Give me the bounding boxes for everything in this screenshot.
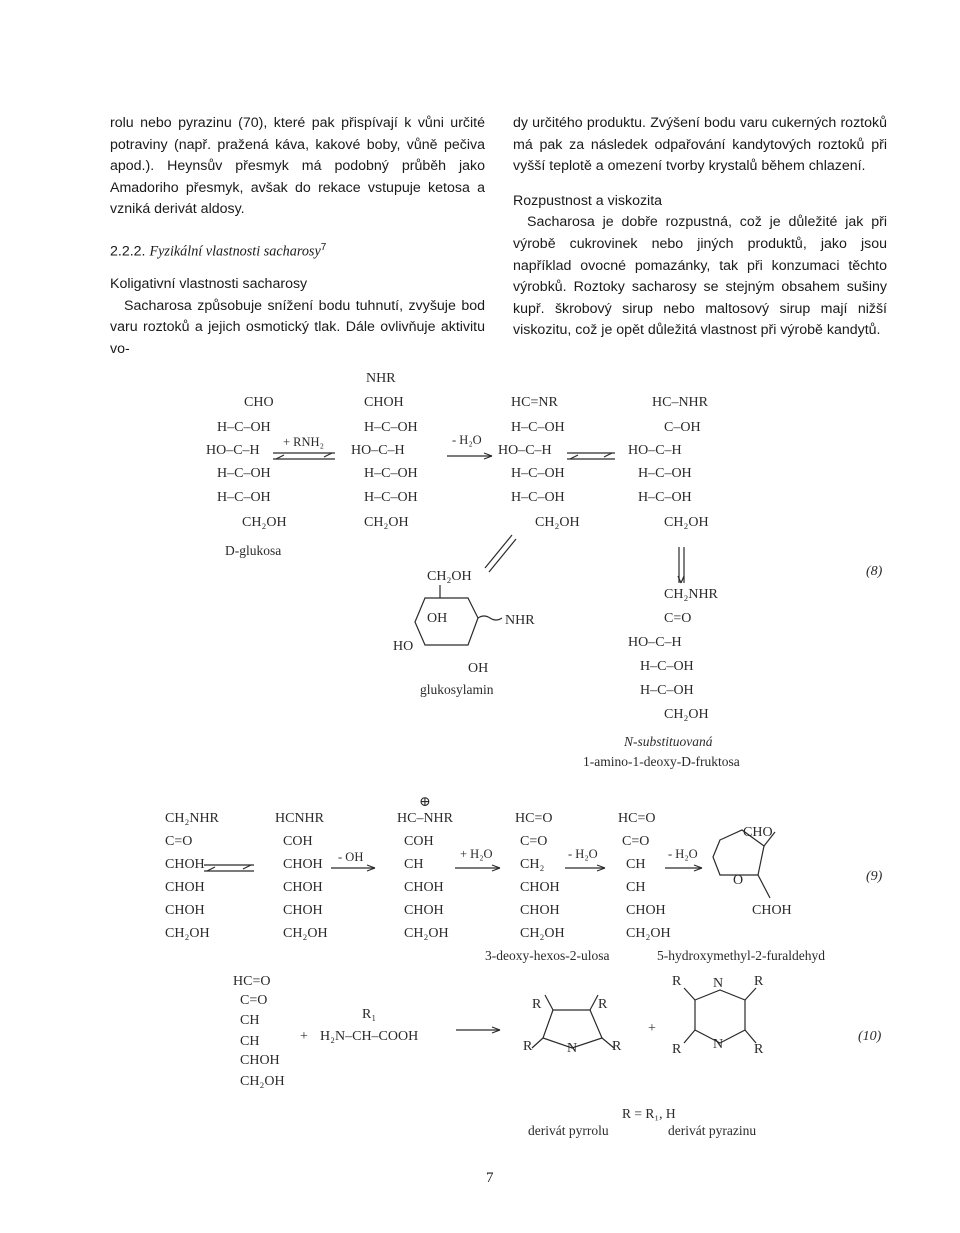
section-title: Fyzikální vlastnosti sacharosy [149,243,321,260]
structure-line: CHOH [520,880,560,895]
solubility-subheading: Rozpustnost a viskozita [513,192,663,209]
imine-structure [498,395,580,530]
glucose-line: H–C–OH [217,466,271,481]
structure-line: CHOH [404,880,444,895]
intro-paragraph: rolu nebo pyrazinu (70), které pak přispívají k vůni určité potraviny (např. pražená káva, kakové boby, vůně pečiva apod.). Heynsův přesmyk má podobný průběh jako Amadoriho přesmyk, avšak do rekace vstupuje ketosa a vzniká derivát aldosy. [110,115,485,218]
fructosamine-structure [583,587,740,769]
structure-line: CHOH [165,880,205,895]
scheme-10 [233,974,882,1138]
fructosamine-line: H–C–OH [640,683,694,698]
structure-line: CHOH [165,857,205,872]
structure-line: C=O [622,834,650,849]
imine-line: H–C–OH [511,490,565,505]
substituent-definition: R = R₁, H [622,1106,676,1121]
dicarbonyl-structure [233,974,285,1089]
structure-line: C=O [240,993,268,1008]
structure-line: CHOH [404,903,444,918]
structure-line: CHOH [240,1053,280,1068]
amine-reagent: + RNH₂ [283,435,324,449]
fructosamine-line: C=O [664,611,692,626]
pyrazine-nitrogen: N [713,976,724,991]
fructosamine-label-2: 1-amino-1-deoxy-D-fruktosa [583,754,740,769]
charge-symbol: ⊕ [419,795,431,810]
adduct-line: CH₂OH [364,515,409,530]
enamine-line: H–C–OH [638,466,692,481]
glucosylamine-label: glukosylamin [420,682,494,697]
structure-line: HCNHR [275,811,325,826]
imine-line: H–C–OH [511,466,565,481]
structure-line: CH [404,857,424,872]
structure-line: CH₂OH [520,926,565,941]
fructosamine-line: HO–C–H [628,635,682,650]
structure-2 [275,811,328,941]
structure-line: CH₂OH [626,926,671,941]
pyrazine-substituent: R [672,1042,682,1057]
glucose-label: D-glukosa [225,543,282,558]
glucose-structure [206,395,287,558]
water-loss-label-2: - H₂O [668,847,698,861]
water-loss-label-1: - H₂O [568,847,598,861]
equation-number-8: (8) [866,564,883,579]
fructosamine-line: CH₂NHR [664,587,718,602]
continuation-paragraph: dy určitého produktu. Zvýšení bodu varu cukerných roztoků má pak za následek odpařování kandytových roztoků při vyšší teplotě a omezení tvorby krystalů během chlazení. [513,115,887,175]
adduct-line: H–C–OH [364,420,418,435]
glucose-line: CHO [244,395,274,410]
adduct-line: H–C–OH [364,466,418,481]
hmf-label: 5-hydroxymethyl-2-furaldehyd [657,948,825,963]
section-number: 2.2.2. [110,243,146,260]
page-number: 7 [486,1170,494,1186]
water-loss-label: - H₂O [452,433,482,447]
deoxyosone-label: 3-deoxy-hexos-2-ulosa [485,948,610,963]
structure-line: COH [283,834,313,849]
enamine-line: HO–C–H [628,443,682,458]
hydroxide-loss-label: - OH [338,850,364,864]
plus-sign-2: + [648,1021,656,1036]
pyrrole-substituent: R [523,1039,533,1054]
enamine-line: H–C–OH [638,490,692,505]
pyrazine-substituent: R [754,1042,764,1057]
structure-line: HC–NHR [397,811,454,826]
pyrazine-substituent: R [672,974,682,989]
solubility-paragraph: Sacharosa je dobře rozpustná, což je důležité jak při výrobě cukrovinek nebo jiných produktů, jako jsou například ovocné pomazánky, tak při konzumaci těchto výrobků. Roztoky sacharosy se stejným obsahem sušiny kupř. škrobový sirup nebo maltosový sirup mají nižší viskozitu, což je opět důležitá vlastnost při výrobě kandytů. [513,214,887,339]
pyrrole-nitrogen: N [567,1041,578,1056]
imine-line: HO–C–H [498,443,552,458]
structure-line: CHOH [520,903,560,918]
pyrazine-label: derivát pyrazinu [668,1123,757,1138]
plus-sign: + [300,1029,308,1044]
amino-acid-substituent: R₁ [362,1007,377,1022]
structure-line: CH [626,880,646,895]
hmf-aldehyde: CHO [743,825,773,840]
enediol-structure [618,811,671,941]
pyrazine-structure [668,974,764,1138]
colligative-subheading: Koligativní vlastnosti sacharosy [110,276,308,293]
structure-line: CH₂OH [283,926,328,941]
structure-line: C=O [520,834,548,849]
adduct-line: HO–C–H [351,443,405,458]
imine-line: CH₂OH [535,515,580,530]
structure-3 [397,795,454,941]
structure-line: CH₂OH [240,1074,285,1089]
adduct-line: CHOH [364,395,404,410]
pyrrole-structure [523,997,622,1138]
glucose-line: H–C–OH [217,420,271,435]
structure-1 [165,811,220,941]
glucose-line: H–C–OH [217,490,271,505]
structure-line: HC=O [233,974,271,989]
pyrrole-substituent: R [598,997,608,1012]
structure-line: CH [240,1013,260,1028]
glucosylamine-group: NHR [505,613,535,628]
fructosamine-label-1: N-substituovaná [624,734,713,749]
structure-line: CH₂ [520,857,545,872]
deoxyosone-structure [485,811,609,963]
enamine-line: C–OH [664,420,701,435]
glucosylamine-group: OH [468,661,489,676]
fructosamine-line: H–C–OH [640,659,694,674]
structure-line: CHOH [283,857,323,872]
structure-line: CHOH [626,903,666,918]
structure-line: HC=O [618,811,656,826]
equation-number-9: (9) [866,869,883,884]
colligative-paragraph: Sacharosa způsobuje snížení bodu tuhnutí, zvyšuje bod varu roztoků a jejich osmotický tlak. Dále ovlivňuje aktivitu vo- [110,297,485,358]
scheme-8 [206,371,883,769]
fructosamine-line: CH₂OH [664,707,709,722]
structure-line: CH₂OH [404,926,449,941]
structure-line: COH [404,834,434,849]
glucosylamine-group: CH₂OH [427,569,472,584]
structure-line: HC=O [515,811,553,826]
enamine-line: CH₂OH [664,515,709,530]
amino-acid: H₂N–CH–COOH [320,1029,419,1044]
structure-line: C=O [165,834,193,849]
enamine-line: HC–NHR [652,395,709,410]
glucose-line: HO–C–H [206,443,260,458]
water-addition-label: + H₂O [460,847,493,861]
imine-line: HC=NR [511,395,558,410]
structure-line: CHOH [165,903,205,918]
pyrrole-substituent: R [612,1039,622,1054]
hmf-structure [657,825,825,963]
equation-number-10: (10) [858,1029,882,1044]
adduct-top-group: NHR [366,371,396,386]
adduct-line: H–C–OH [364,490,418,505]
glucose-line: CH₂OH [242,515,287,530]
pyrazine-substituent: R [754,974,764,989]
structure-line: CH₂OH [165,926,210,941]
pyrrole-substituent: R [532,997,542,1012]
imine-line: H–C–OH [511,420,565,435]
structure-line: CH [626,857,646,872]
structure-line: CH [240,1034,260,1049]
hmf-side-chain: CHOH [752,903,792,918]
glucosylamine-group: OH [427,611,448,626]
structure-line: CHOH [283,880,323,895]
structure-line: CH₂NHR [165,811,219,826]
scheme-9 [165,795,883,963]
hmf-ring-oxygen: O [733,873,744,888]
structure-line: CHOH [283,903,323,918]
glucosylamine-group: HO [393,639,414,654]
pyrrole-label: derivát pyrrolu [528,1123,609,1138]
enamine-structure [628,395,709,530]
glucosylamine-structure [393,569,535,697]
section-reference: 7 [320,241,327,253]
adduct-structure [351,371,418,530]
pyrazine-nitrogen: N [713,1037,724,1052]
